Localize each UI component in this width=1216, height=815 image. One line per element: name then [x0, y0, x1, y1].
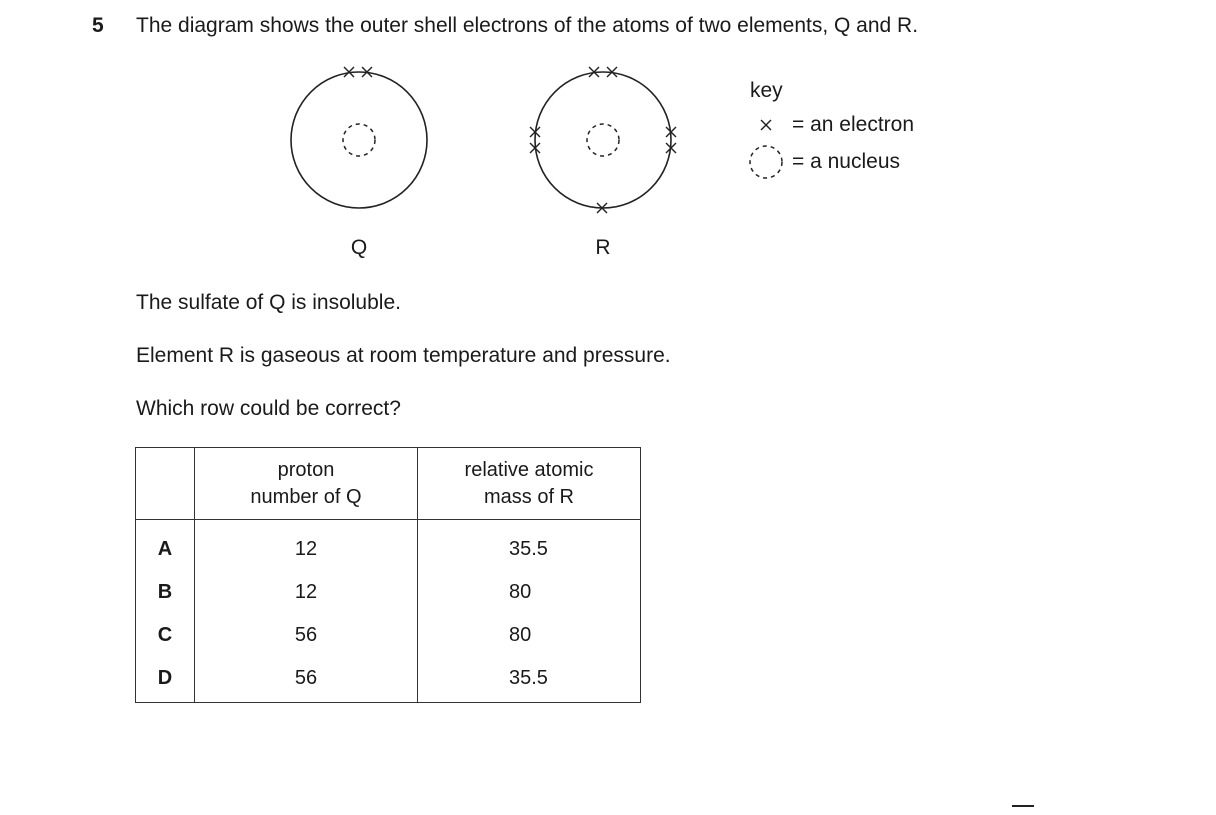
- option-letter: B: [136, 571, 195, 614]
- key-title: key: [750, 79, 783, 102]
- statement-sulfate: The sulfate of Q is insoluble.: [136, 291, 401, 314]
- option-letter: D: [136, 657, 195, 703]
- option-letter: A: [136, 520, 195, 572]
- atomic-mass-cell: 35.5: [418, 520, 641, 572]
- table-row: [136, 657, 641, 703]
- proton-number-cell: 56: [195, 657, 418, 703]
- question-prompt: Which row could be correct?: [136, 397, 401, 420]
- table-header-mass: relative atomic mass of R: [418, 448, 641, 520]
- atomic-mass-cell: 80: [418, 571, 641, 614]
- atom-q-nucleus: [343, 124, 375, 156]
- table-row: [136, 614, 641, 657]
- proton-number-cell: 12: [195, 520, 418, 572]
- table-row: [136, 520, 641, 572]
- key-nucleus-symbol: [750, 146, 782, 178]
- atom-r-shell: [535, 72, 671, 208]
- atom-q: [291, 67, 427, 208]
- table-header-row: [136, 448, 641, 520]
- question-number: 5: [92, 14, 104, 37]
- atom-q-shell: [291, 72, 427, 208]
- answer-table: [135, 447, 641, 703]
- table-header-empty: [136, 448, 195, 520]
- atom-r: [530, 67, 676, 213]
- key-electron-text: = an electron: [792, 113, 915, 136]
- key-electron-symbol: [761, 120, 771, 130]
- atom-r-label: R: [595, 236, 611, 259]
- table-row: [136, 571, 641, 614]
- atom-q-label: Q: [350, 236, 368, 259]
- atomic-mass-cell: 80: [418, 614, 641, 657]
- key-nucleus-text: = a nucleus: [792, 150, 900, 173]
- question-stem: The diagram shows the outer shell electrons of the atoms of two elements, Q and R.: [136, 14, 919, 37]
- proton-number-cell: 56: [195, 614, 418, 657]
- atomic-mass-cell: 35.5: [418, 657, 641, 703]
- atom-r-nucleus: [587, 124, 619, 156]
- page-mark: [1012, 805, 1034, 807]
- statement-gaseous: Element R is gaseous at room temperature and pressure.: [136, 344, 671, 367]
- proton-number-cell: 12: [195, 571, 418, 614]
- option-letter: C: [136, 614, 195, 657]
- table-header-proton: proton number of Q: [195, 448, 418, 520]
